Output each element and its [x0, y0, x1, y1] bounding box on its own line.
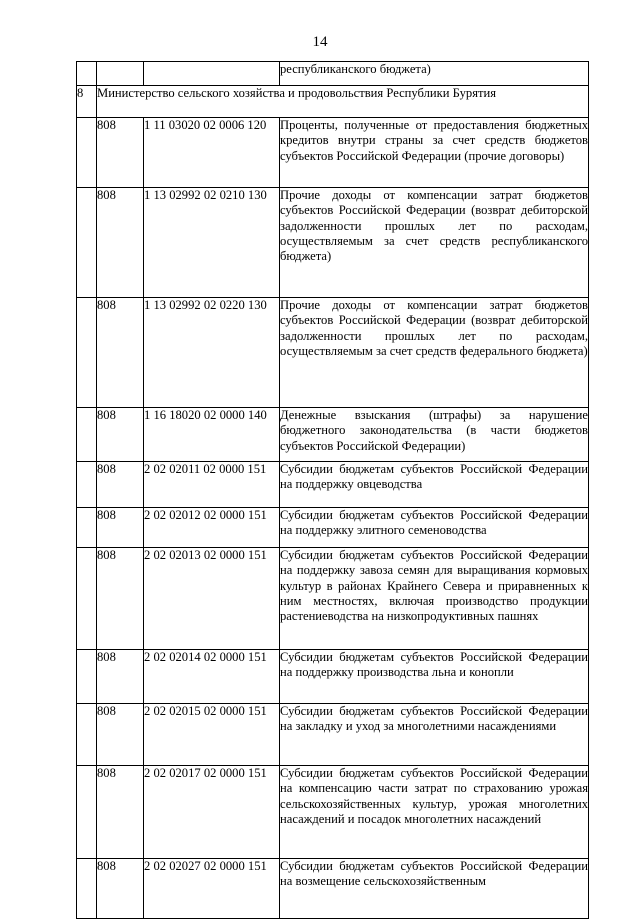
empty-cell [77, 462, 97, 508]
empty-cell [77, 650, 97, 704]
table-row [77, 508, 589, 548]
admin-code-cell: 808 [97, 704, 144, 766]
admin-code-cell: 808 [97, 188, 144, 298]
revenue-code-cell: 1 13 02992 02 0210 130 [144, 188, 280, 298]
admin-code-cell: 808 [97, 118, 144, 188]
table-row [77, 650, 589, 704]
empty-cell [77, 859, 97, 919]
revenue-code-cell: 2 02 02011 02 0000 151 [144, 462, 280, 508]
empty-cell [77, 704, 97, 766]
table-row [77, 462, 589, 508]
table-row [77, 298, 589, 408]
section-number: 8 [77, 86, 97, 118]
description-cell: Субсидии бюджетам субъектов Российской Федерации на поддержку производства льна и конопли [280, 650, 589, 704]
revenue-code-cell: 2 02 02014 02 0000 151 [144, 650, 280, 704]
description-cell: Субсидии бюджетам субъектов Российской Федерации на закладку и уход за многолетними насаждениями [280, 704, 589, 766]
description-cell: Субсидии бюджетам субъектов Российской Федерации на поддержку овцеводства [280, 462, 589, 508]
description-cell: Субсидии бюджетам субъектов Российской Федерации на поддержку завоза семян для выращивания кормовых культур в районах Крайнего Севера и приравненных к ним местностях, включая производство продукции растениеводства на низкопродуктивных пашнях [280, 548, 589, 650]
empty-cell [144, 62, 280, 86]
table-row [77, 118, 589, 188]
description-cell: Прочие доходы от компенсации затрат бюджетов субъектов Российской Федерации (возврат дебиторской задолженности прошлых лет по расходам, осуществляемым за счет средств федерального бюджета) [280, 298, 589, 408]
description-cell: Субсидии бюджетам субъектов Российской Федерации на возмещение сельскохозяйственным [280, 859, 589, 919]
admin-code-cell: 808 [97, 408, 144, 462]
revenue-code-cell: 2 02 02015 02 0000 151 [144, 704, 280, 766]
empty-cell [77, 118, 97, 188]
admin-code-cell: 808 [97, 650, 144, 704]
table-row [77, 859, 589, 919]
revenue-code-cell: 2 02 02013 02 0000 151 [144, 548, 280, 650]
table-row [77, 188, 589, 298]
page-number: 14 [312, 34, 328, 50]
admin-code-cell: 808 [97, 766, 144, 859]
continuation-text: республиканского бюджета) [280, 62, 589, 86]
admin-code-cell: 808 [97, 462, 144, 508]
empty-cell [77, 548, 97, 650]
empty-cell [77, 62, 97, 86]
admin-code-cell: 808 [97, 859, 144, 919]
description-cell: Субсидии бюджетам субъектов Российской Федерации на поддержку элитного семеноводства [280, 508, 589, 548]
revenue-code-cell: 1 11 03020 02 0006 120 [144, 118, 280, 188]
admin-code-cell: 808 [97, 508, 144, 548]
table-row [77, 704, 589, 766]
table-row [77, 548, 589, 650]
empty-cell [77, 508, 97, 548]
description-cell: Денежные взыскания (штрафы) за нарушение бюджетного законодательства (в части бюджетов субъектов Российской Федерации) [280, 408, 589, 462]
revenue-code-cell: 2 02 02017 02 0000 151 [144, 766, 280, 859]
admin-code-cell: 808 [97, 548, 144, 650]
section-title: Министерство сельского хозяйства и продовольствия Республики Бурятия [97, 86, 589, 118]
description-cell: Субсидии бюджетам субъектов Российской Федерации на компенсацию части затрат по страхованию урожая сельскохозяйственных культур, урожая многолетних насаждений и посадок многолетних насаждений [280, 766, 589, 859]
empty-cell [77, 408, 97, 462]
empty-cell [97, 62, 144, 86]
empty-cell [77, 298, 97, 408]
empty-cell [77, 188, 97, 298]
description-cell: Прочие доходы от компенсации затрат бюджетов субъектов Российской Федерации (возврат дебиторской задолженности прошлых лет по расходам, осуществляемым за счет средств республиканского бюджета) [280, 188, 589, 298]
admin-code-cell: 808 [97, 298, 144, 408]
description-cell: Проценты, полученные от предоставления бюджетных кредитов внутри страны за счет средств бюджетов субъектов Российской Федерации (прочие договоры) [280, 118, 589, 188]
revenue-table [76, 61, 589, 919]
revenue-code-cell: 1 13 02992 02 0220 130 [144, 298, 280, 408]
revenue-code-cell: 2 02 02027 02 0000 151 [144, 859, 280, 919]
section-header-row [77, 86, 589, 118]
empty-cell [77, 766, 97, 859]
revenue-code-cell: 2 02 02012 02 0000 151 [144, 508, 280, 548]
revenue-code-cell: 1 16 18020 02 0000 140 [144, 408, 280, 462]
table-row-continuation [77, 62, 589, 86]
table-row [77, 766, 589, 859]
table-row [77, 408, 589, 462]
